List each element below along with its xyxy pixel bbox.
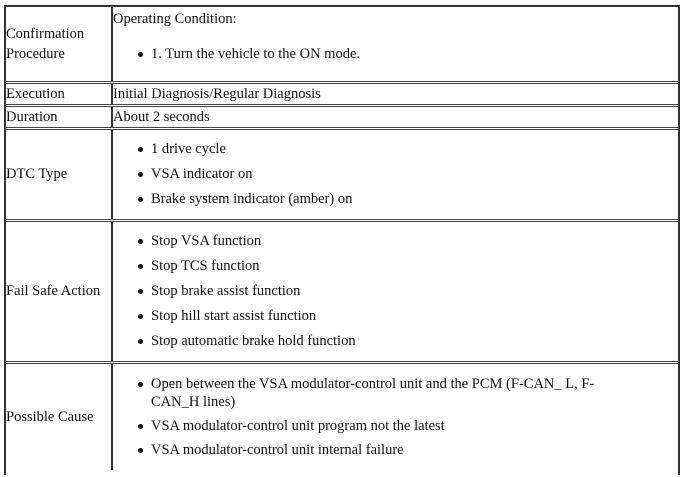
row-execution bbox=[6, 82, 678, 105]
list-item: 1 drive cycle bbox=[113, 140, 678, 158]
list-item: VSA modulator-control unit program not the latest bbox=[113, 417, 638, 435]
bullet-icon bbox=[138, 314, 143, 319]
bullet-icon bbox=[138, 382, 143, 387]
list-item: Stop TCS function bbox=[113, 257, 678, 275]
row-value-duration: About 2 seconds bbox=[112, 105, 678, 128]
row-value-confirmation-procedure bbox=[112, 7, 678, 82]
dtc-spec-table-frame bbox=[4, 5, 680, 475]
confirmation-steps-list bbox=[113, 45, 678, 63]
operating-condition-heading: Operating Condition: bbox=[113, 11, 237, 27]
row-value-possible-cause bbox=[112, 362, 678, 470]
row-value-dtc-type bbox=[112, 128, 678, 220]
list-item: Open between the VSA modulator-control unit and the PCM (F-CAN_ L, F-CAN_H lines) bbox=[113, 375, 638, 411]
dtc-type-list bbox=[113, 140, 678, 208]
bullet-icon bbox=[138, 289, 143, 294]
list-item: Brake system indicator (amber) on bbox=[113, 190, 678, 208]
row-value-fail-safe-action bbox=[112, 220, 678, 362]
bullet-icon bbox=[138, 448, 143, 453]
list-item: VSA modulator-control unit internal failure bbox=[113, 441, 638, 459]
bullet-icon bbox=[138, 52, 143, 57]
dtc-spec-table bbox=[6, 7, 678, 470]
row-label-execution: Execution bbox=[6, 82, 112, 105]
row-duration bbox=[6, 105, 678, 128]
row-possible-cause bbox=[6, 362, 678, 470]
list-item: Stop hill start assist function bbox=[113, 307, 678, 325]
row-confirmation-procedure bbox=[6, 7, 678, 82]
row-dtc-type bbox=[6, 128, 678, 220]
bullet-icon bbox=[138, 147, 143, 152]
possible-cause-list bbox=[113, 375, 678, 459]
list-item: Stop VSA function bbox=[113, 232, 678, 250]
list-item: VSA indicator on bbox=[113, 165, 678, 183]
row-fail-safe-action bbox=[6, 220, 678, 362]
row-label-possible-cause: Possible Cause bbox=[6, 362, 112, 470]
bullet-icon bbox=[138, 239, 143, 244]
bullet-icon bbox=[138, 424, 143, 429]
row-label-confirmation-procedure: Confirmation Procedure bbox=[6, 7, 112, 82]
list-item: 1. Turn the vehicle to the ON mode. bbox=[113, 45, 678, 63]
bullet-icon bbox=[138, 339, 143, 344]
bullet-icon bbox=[138, 197, 143, 202]
bullet-icon bbox=[138, 172, 143, 177]
row-label-fail-safe-action: Fail Safe Action bbox=[6, 220, 112, 362]
bullet-icon bbox=[138, 264, 143, 269]
list-item: Stop automatic brake hold function bbox=[113, 332, 678, 350]
row-label-duration: Duration bbox=[6, 105, 112, 128]
fail-safe-action-list bbox=[113, 232, 678, 350]
row-label-dtc-type: DTC Type bbox=[6, 128, 112, 220]
list-item: Stop brake assist function bbox=[113, 282, 678, 300]
row-value-execution: Initial Diagnosis/Regular Diagnosis bbox=[112, 82, 678, 105]
